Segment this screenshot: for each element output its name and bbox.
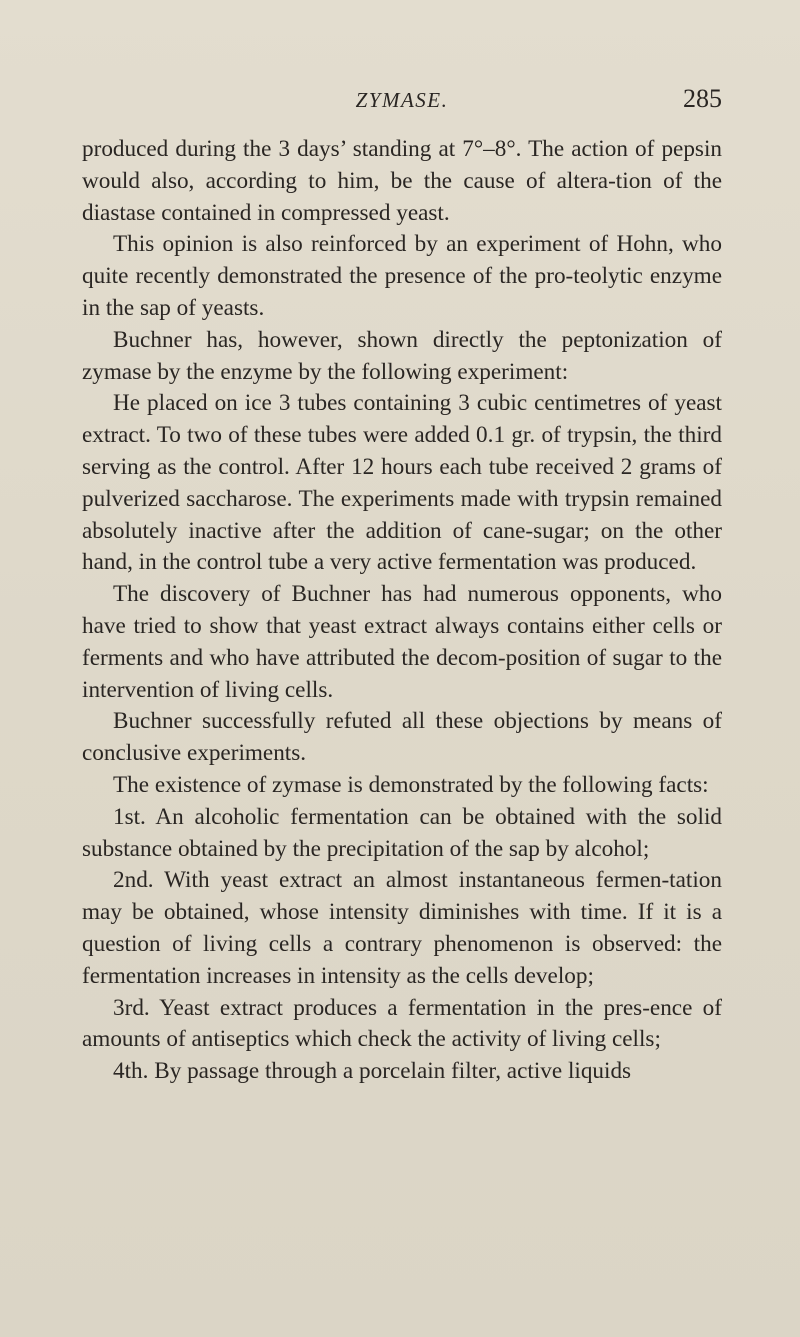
paragraph-trypsin-experiment: He placed on ice 3 tubes containing 3 cubic centimetres of yeast extract. To two of these tubes were added 0.1 gr. of trypsin, the third serving as the control. After 12 hours each tube received 2 grams of pulverized saccharose. The experiments made with trypsin remained absolutely inactive after the addition of cane-sugar; on the other hand, in the control tube a very active fermentation was produced. [82, 390, 722, 576]
paragraph-fact-1: 1st. An alcoholic fermentation can be obtained with the solid substance obtained by the precipitation of the sap by alcohol; [82, 803, 722, 862]
paragraph-hohn-experiment: This opinion is also reinforced by an experiment of Hohn, who quite recently demonstrated the presence of the pro-teolytic enzyme in the sap of yeasts. [82, 231, 722, 321]
paragraph-existence-facts: The existence of zymase is demonstrated by the following facts: [113, 771, 709, 798]
paragraph-opponents: The discovery of Buchner has had numerous opponents, who have tried to show that yeast extract always contains either cells or ferments and who have attributed the decom-position of sugar to the intervention of living cells. [82, 581, 722, 703]
page-header [82, 84, 722, 120]
paragraph-fact-3: 3rd. Yeast extract produces a fermentation in the pres-ence of amounts of antiseptics which check the activity of living cells; [82, 994, 722, 1053]
paragraph-fact-4: 4th. By passage through a porcelain filter, active liquids [113, 1058, 632, 1085]
page-number: 285 [683, 84, 722, 113]
paragraph-refutation: Buchner successfully refuted all these objections by means of conclusive experiments. [82, 708, 722, 767]
paragraph-fact-2: 2nd. With yeast extract an almost instantaneous fermen-tation may be obtained, whose intensity diminishes with time. If it is a question of living cells a contrary phenomenon is observed: the fermentation increases in intensity as the cells develop; [82, 867, 722, 989]
running-title: ZYMASE. [355, 88, 449, 112]
paragraph-buchner-peptonization: Buchner has, however, shown directly the peptonization of zymase by the enzyme by the following experiment: [82, 326, 722, 385]
body-text [82, 134, 722, 1088]
paragraph-continuation: produced during the 3 days’ standing at 7°–8°. The action of pepsin would also, according to him, be the cause of altera-tion of the diastase contained in compressed yeast. [82, 136, 722, 226]
